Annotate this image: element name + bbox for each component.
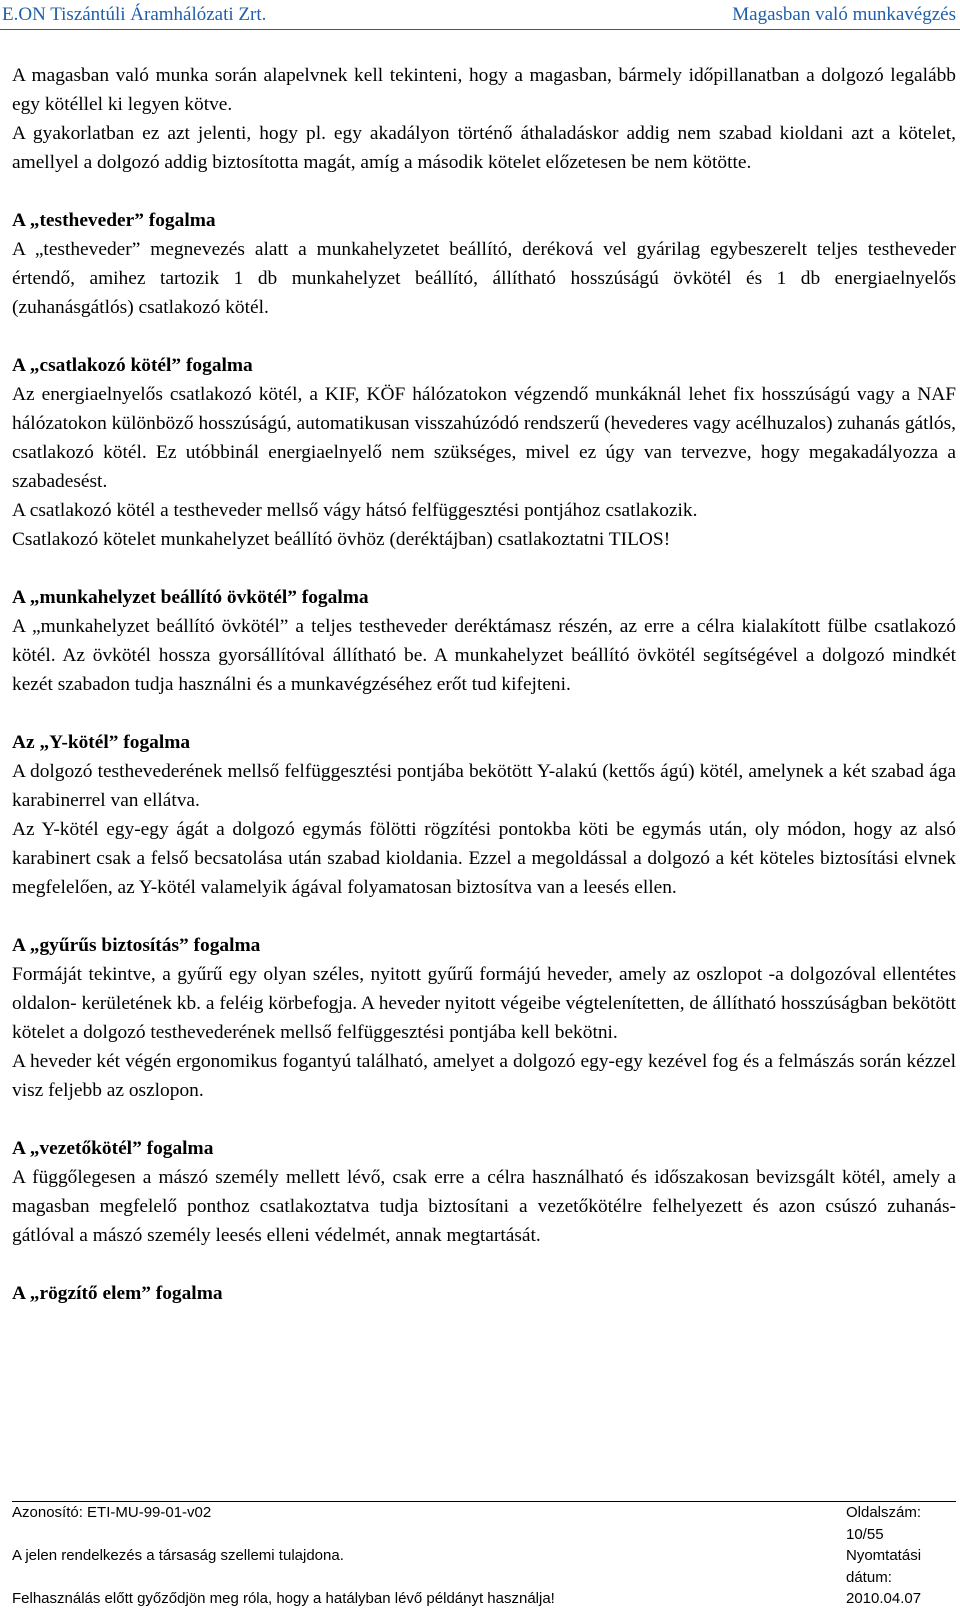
- footer-print-date: 2010.04.07: [846, 1590, 922, 1607]
- header-title: Magasban való munkavégzés: [732, 4, 956, 25]
- header-divider: [0, 29, 960, 30]
- section-paragraph: Csatlakozó kötelet munkahelyzet beállító övhöz (deréktájban) csatlakoztatni TILOS!: [12, 529, 671, 550]
- section-heading: A „gyűrűs biztosítás” fogalma: [12, 935, 261, 956]
- section-heading: A „rögzítő elem” fogalma: [12, 1283, 223, 1304]
- section-paragraph: A „munkahelyzet beállító övkötél” a teljes testheveder deréktámasz részén, az erre a célra kialakított fülbe csatlakozó kötél. Az övkötél hossza gyorsállítóval állítható be. A munkahelyzet beállító övkötél segítségével a dolgozó mindkét kezét szabadon tudja használni és a munkavégzéséhez erőt tud kifejteni.: [12, 616, 956, 695]
- footer-warning: Felhasználás előtt győződjön meg róla, hogy a hatályban lévő példányt használja!: [12, 1590, 555, 1607]
- footer-print-date-label: Nyomtatási dátum:: [846, 1547, 922, 1586]
- section-paragraph: A dolgozó testhevederének mellső felfüggesztési pontjába bekötött Y-alakú (kettős ágú) kötél, amelynek a két szabad ága karabinerrel van ellátva.: [12, 761, 956, 811]
- footer-ownership: A jelen rendelkezés a társaság szellemi tulajdona.: [12, 1547, 344, 1564]
- section-paragraph: A heveder két végén ergonomikus fogantyú található, amelyet a dolgozó egy-egy kezével fog és a felmászás során kézzel visz feljebb az oszlopon.: [12, 1051, 956, 1101]
- document-body: [12, 61, 956, 1308]
- section-heading: A „csatlakozó kötél” fogalma: [12, 355, 253, 376]
- section-paragraph: Az Y-kötél egy-egy ágát a dolgozó egymás fölötti rögzítési pontokba köti be egymás után, oly módon, hogy az alsó karabinert csak a felső becsatolása után szabad kioldania. Ezzel a megoldással a dolgozó a két köteles biztosítási elvnek megfelelően, az Y-kötél valamelyik ágával folyamatosan biztosítva van a leesés ellen.: [12, 819, 956, 898]
- section-paragraph: Az energiaelnyelős csatlakozó kötél, a KIF, KÖF hálózatokon végzendő munkáknál lehet fix hosszúságú vagy a NAF hálózatokon különböző hosszúságú, automatikusan visszahúzódó rendszerű (hevederes vagy acélhuzalos) zuhanás gátlós, csatlakozó kötél. Ez utóbbinál energiaelnyelő nem szükséges, mivel ez úgy van tervezve, hogy megakadályozza a szabadesést.: [12, 384, 956, 492]
- intro-paragraph: A magasban való munka során alapelvnek kell tekinteni, hogy a magasban, bármely időpillanatban a dolgozó legalább egy kötéllel ki legyen kötve.: [12, 65, 956, 115]
- header-company: E.ON Tiszántúli Áramhálózati Zrt.: [2, 4, 267, 25]
- section-paragraph: Formáját tekintve, a gyűrű egy olyan széles, nyitott gyűrű formájú heveder, amely az oszlopot -a dolgozóval ellentétes oldalon- kerületének kb. a feléig körbefogja. A heveder nyitott végeibe végtelenítetten, de állítható hosszúságban bekötött kötelet a dolgozó testhevederének mellső felfüggesztési pontjába kell bekötni.: [12, 964, 956, 1043]
- page-header: [0, 0, 960, 30]
- section-heading: A „testheveder” fogalma: [12, 210, 216, 231]
- footer-page-number: Oldalszám: 10/55: [846, 1504, 922, 1543]
- section-heading: A „vezetőkötél” fogalma: [12, 1138, 214, 1159]
- section-heading: A „munkahelyzet beállító övkötél” fogalma: [12, 587, 369, 608]
- section-paragraph: A „testheveder” megnevezés alatt a munkahelyzetet beállító, deréková vel gyárilag egybeszerelt teljes testheveder értendő, amihez tartozik 1 db munkahelyzet beállító, állítható hosszúságú övkötél és 1 db energiaelnyelős (zuhanásgátlós) csatlakozó kötél.: [12, 239, 956, 318]
- section-paragraph: A csatlakozó kötél a testheveder mellső vágy hátsó felfüggesztési pontjához csatlakozik.: [12, 500, 698, 521]
- footer-document-id: Azonosító: ETI-MU-99-01-v02: [12, 1504, 212, 1521]
- section-paragraph: A függőlegesen a mászó személy mellett lévő, csak erre a célra használható és időszakosan bevizsgált kötél, amely a magasban megfelelő ponthoz csatlakoztatva tudja biztosítani a vezetőkötélre felhelyezett és azon csúszó zuhanás-gátlóval a mászó személy leesés elleni védelmét, annak megtartását.: [12, 1167, 956, 1246]
- page-footer: [12, 1502, 956, 1610]
- intro-paragraph: A gyakorlatban ez azt jelenti, hogy pl. egy akadályon történő áthaladáskor addig nem szabad kioldani azt a kötelet, amellyel a dolgozó addig biztosította magát, amíg a második kötelet előzetesen be nem kötötte.: [12, 123, 956, 173]
- section-heading: Az „Y-kötél” fogalma: [12, 732, 191, 753]
